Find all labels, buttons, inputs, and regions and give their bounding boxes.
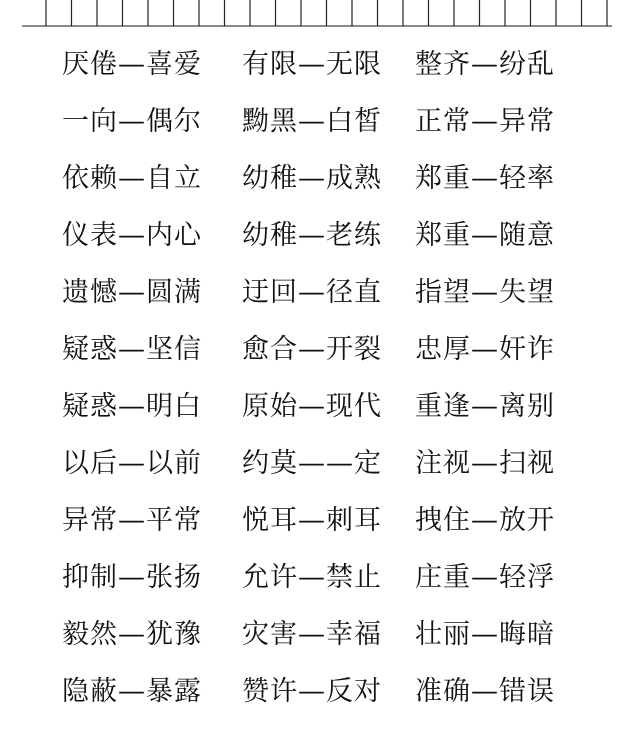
word-pair: 毅然—犹豫: [62, 619, 202, 650]
word-pair: 约莫——定: [242, 448, 382, 479]
word-pair: 赞许—反对: [242, 676, 382, 707]
word-row: [62, 492, 602, 549]
word-row: [62, 321, 602, 378]
word-pair: 壮丽—晦暗: [415, 619, 555, 650]
word-pair: 以后—以前: [62, 448, 202, 479]
word-pair: 灾害—幸福: [242, 619, 382, 650]
word-row: [62, 93, 602, 150]
word-row: [62, 207, 602, 264]
word-pair: 厌倦—喜爱: [62, 49, 202, 80]
word-pair: 迂回—径直: [242, 277, 382, 308]
word-pair: 注视—扫视: [415, 448, 555, 479]
word-pair: 原始—现代: [242, 391, 382, 422]
word-pair: 拽住—放开: [415, 505, 555, 536]
word-pair: 正常—异常: [415, 106, 555, 137]
word-pair: 隐蔽—暴露: [62, 676, 202, 707]
word-pair: 允许—禁止: [242, 562, 382, 593]
word-pair: 忠厚—奸诈: [415, 334, 555, 365]
header-tick-rule: [22, 0, 612, 30]
word-row: [62, 606, 602, 663]
word-row: [62, 549, 602, 606]
word-pair: 疑惑—坚信: [62, 334, 202, 365]
word-row: [62, 36, 602, 93]
word-pair: 遗憾—圆满: [62, 277, 202, 308]
word-pair: 有限—无限: [242, 49, 382, 80]
word-pair: 郑重—轻率: [415, 163, 555, 194]
word-pair: 一向—偶尔: [62, 106, 202, 137]
word-pair: 异常—平常: [62, 505, 202, 536]
word-pair: 幼稚—老练: [242, 220, 382, 251]
word-pair: 仪表—内心: [62, 220, 202, 251]
word-row: [62, 663, 602, 720]
word-pair: 幼稚—成熟: [242, 163, 382, 194]
word-pair: 疑惑—明白: [62, 391, 202, 422]
word-pair: 依赖—自立: [62, 163, 202, 194]
word-pair: 黝黑—白皙: [242, 106, 382, 137]
word-pair: 重逢—离别: [415, 391, 555, 422]
word-pair: 庄重—轻浮: [415, 562, 555, 593]
word-pair: 抑制—张扬: [62, 562, 202, 593]
word-row: [62, 435, 602, 492]
word-pair: 愈合—开裂: [242, 334, 382, 365]
word-row: [62, 264, 602, 321]
word-pair: 悦耳—刺耳: [242, 505, 382, 536]
word-pair: 准确—错误: [415, 676, 555, 707]
antonym-word-grid: [62, 36, 602, 720]
word-pair: 整齐—纷乱: [415, 49, 555, 80]
word-pair: 郑重—随意: [415, 220, 555, 251]
word-pair: 指望—失望: [415, 277, 555, 308]
word-row: [62, 378, 602, 435]
word-row: [62, 150, 602, 207]
